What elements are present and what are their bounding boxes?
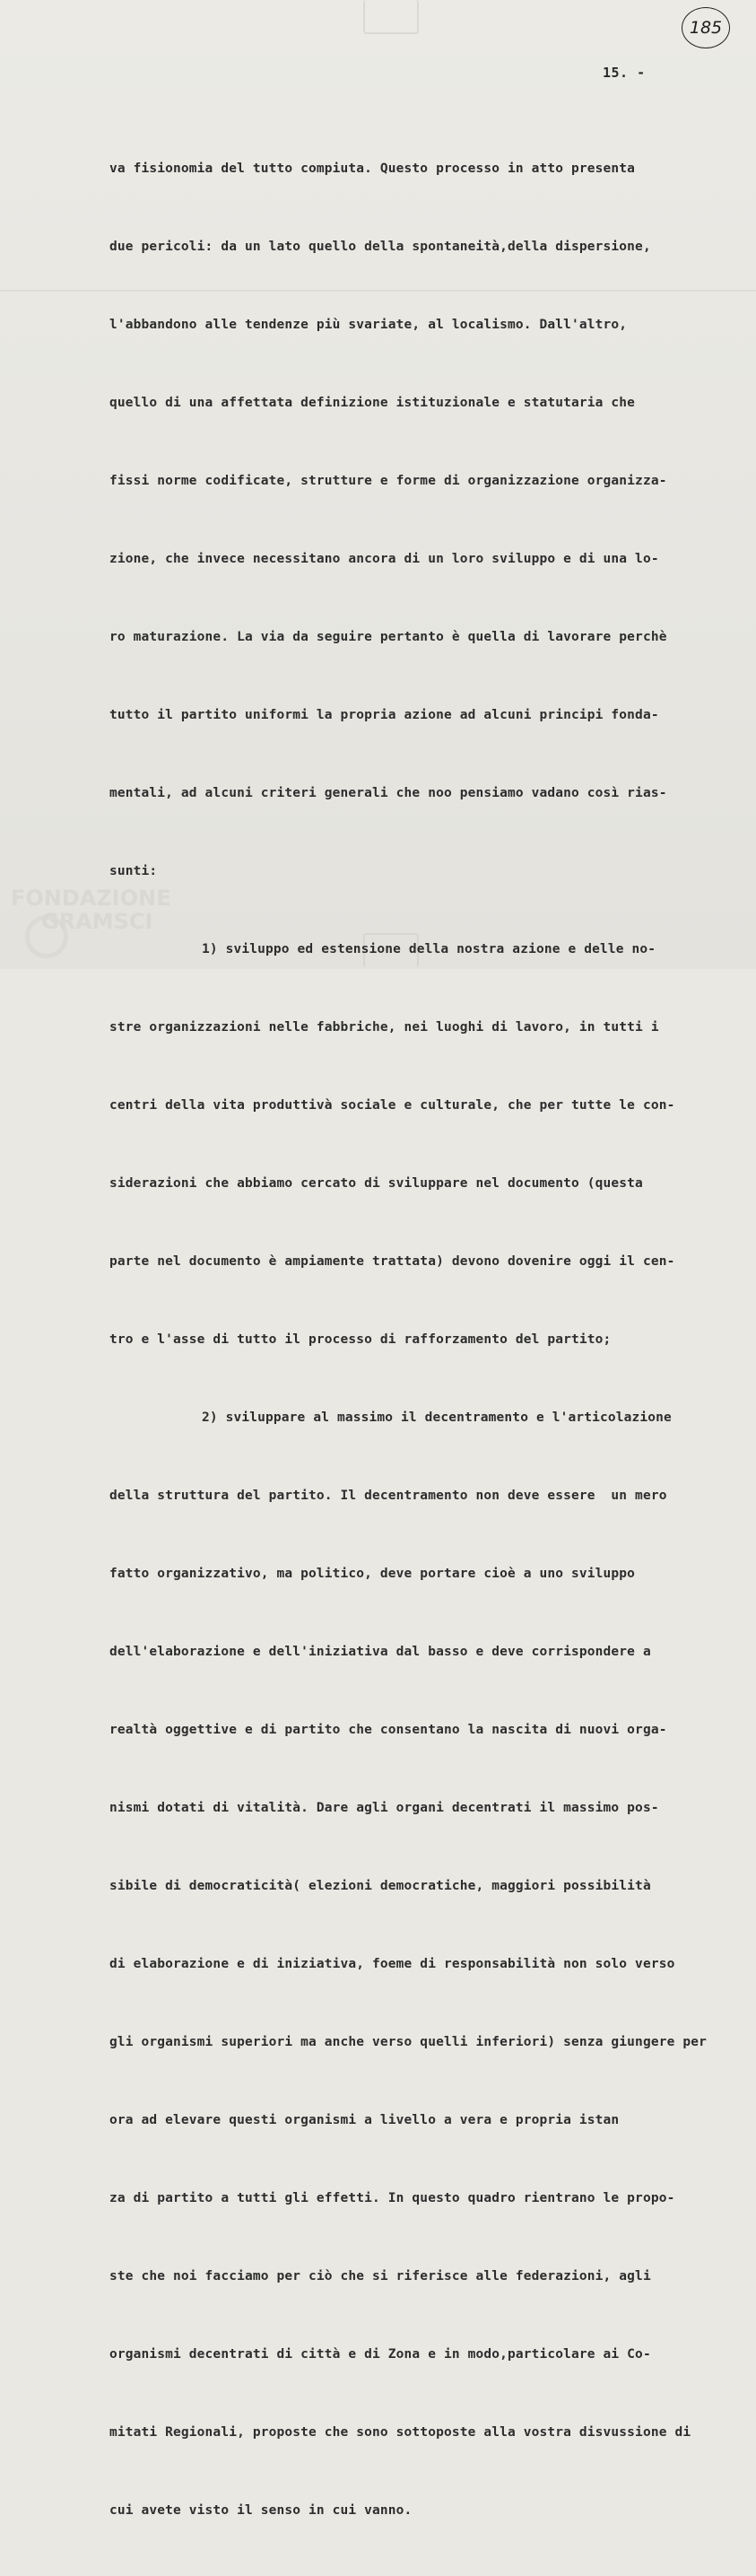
- text-line: zione, che invece necessitano ancora di un loro sviluppo e di una lo-: [109, 552, 659, 566]
- text-line: parte nel documento è ampiamente trattata) devono dovenire oggi il cen-: [109, 1254, 675, 1269]
- text-line: va fisionomia del tutto compiuta. Questo processo in atto presenta: [109, 162, 636, 176]
- text-line: stre organizzazioni nelle fabbriche, nei luoghi di lavoro, in tutti i: [109, 1020, 659, 1035]
- text-line: quello di una affettata definizione istituzionale e statutaria che: [109, 396, 636, 410]
- text-line: ora ad elevare questi organismi a livello a vera e propria istan: [109, 2113, 620, 2127]
- text-line: tro e l'asse di tutto il processo di rafforzamento del partito;: [109, 1332, 612, 1347]
- text-line: sunti:: [109, 864, 158, 878]
- page-number: 15. -: [603, 65, 646, 81]
- text-line: mitati Regionali, proposte che sono sottoposte alla vostra disvussione di: [109, 2425, 691, 2440]
- list-item-2-first-line: 2) sviluppare al massimo il decentramento e l'articolazione: [202, 1410, 672, 1425]
- text-line: ste che noi facciamo per ciò che si riferisce alle federazioni, agli: [109, 2269, 651, 2283]
- text-line: ro maturazione. La via da seguire pertanto è quella di lavorare perchè: [109, 630, 667, 644]
- text-line: due pericoli: da un lato quello della spontaneità,della dispersione,: [109, 240, 651, 254]
- watermark-logo: [11, 886, 171, 933]
- text-line: l'abbandono alle tendenze più svariate, al localismo. Dall'altro,: [109, 318, 628, 332]
- text-line: cui avete visto il senso in cui vanno.: [109, 2503, 413, 2518]
- archive-page-number: 185: [682, 7, 730, 48]
- list-item-1-first-line: 1) sviluppo ed estensione della nostra azione e delle no-: [202, 942, 656, 956]
- text-line: fissi norme codificate, strutture e forme di organizzazione organizza-: [109, 474, 667, 488]
- text-line: organismi decentrati di città e di Zona e in modo,particolare ai Co-: [109, 2347, 651, 2362]
- typewritten-body: [109, 104, 748, 2576]
- text-line: dell'elaborazione e dell'iniziativa dal basso e deve corrispondere a: [109, 1645, 651, 1659]
- punch-hole-top: [363, 0, 419, 34]
- text-line: realtà oggettive e di partito che consentano la nascita di nuovi orga-: [109, 1723, 667, 1737]
- text-line: centri della vita produttivà sociale e culturale, che per tutte le con-: [109, 1098, 675, 1113]
- text-line: della struttura del partito. Il decentramento non deve essere un mero: [109, 1489, 667, 1503]
- text-line: siderazioni che abbiamo cercato di sviluppare nel documento (questa: [109, 1176, 643, 1191]
- text-line: di elaborazione e di iniziativa, foeme di responsabilità non solo verso: [109, 1957, 675, 1971]
- text-line: gli organismi superiori ma anche verso quelli inferiori) senza giungere per: [109, 2035, 707, 2049]
- text-line: sibile di democraticità( elezioni democratiche, maggiori possibilità: [109, 1879, 651, 1893]
- text-line: za di partito a tutti gli effetti. In questo quadro rientrano le propo-: [109, 2191, 675, 2205]
- text-line: tutto il partito uniformi la propria azione ad alcuni principi fonda-: [109, 708, 659, 722]
- text-line: nismi dotati di vitalità. Dare agli organi decentrati il massimo pos-: [109, 1801, 659, 1815]
- text-line: mentali, ad alcuni criteri generali che noo pensiamo vadano così rias-: [109, 786, 667, 800]
- text-line: fatto organizzativo, ma politico, deve portare cioè a uno sviluppo: [109, 1567, 636, 1581]
- watermark-line-2: GRAMSCI: [41, 909, 153, 934]
- watermark-line-1: FONDAZIONE: [11, 886, 171, 911]
